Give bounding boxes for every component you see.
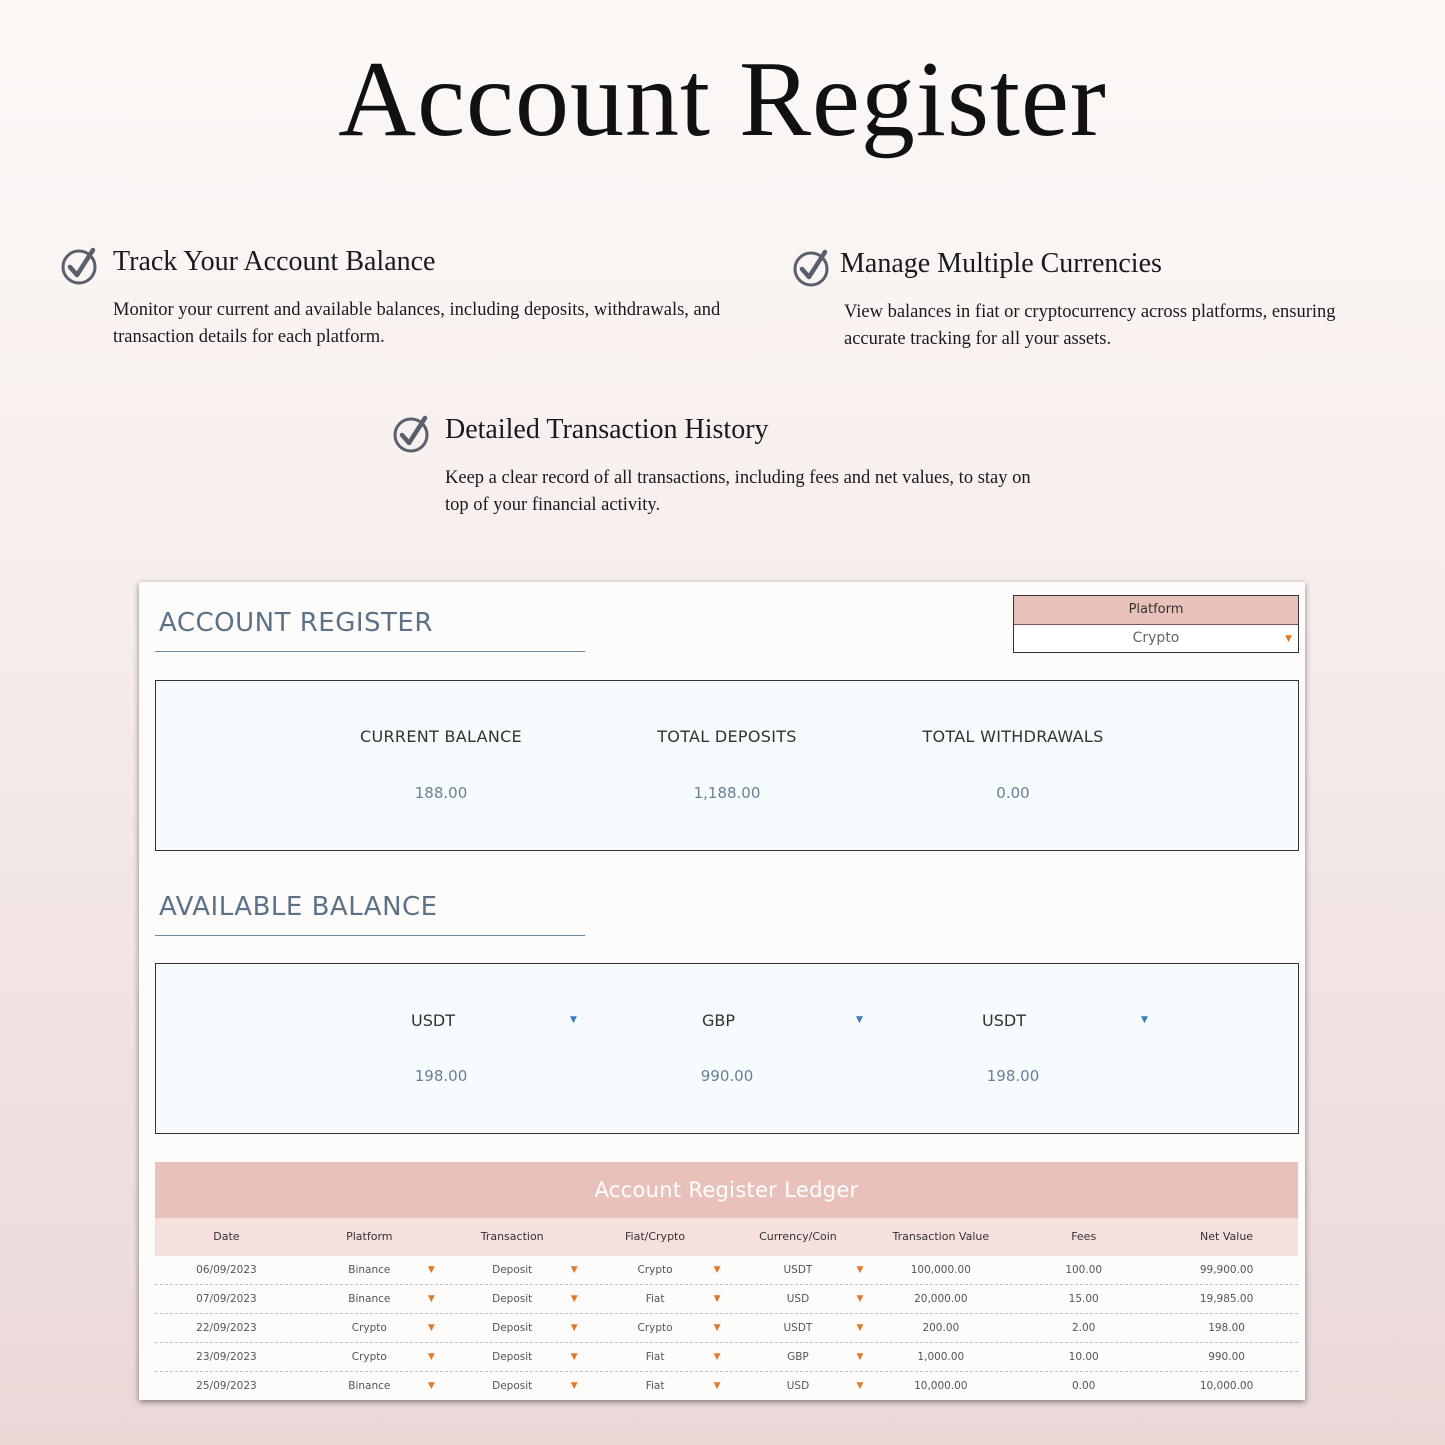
cell-text: Binance bbox=[348, 1264, 391, 1276]
available-value: 198.00 bbox=[414, 1067, 468, 1085]
page-title: Account Register bbox=[338, 40, 1107, 159]
cell-text: Fiat bbox=[645, 1293, 665, 1305]
dropdown-arrow-icon[interactable]: ▼ bbox=[856, 1352, 864, 1362]
dropdown-arrow-icon[interactable]: ▼ bbox=[570, 1265, 578, 1275]
dropdown-arrow-icon[interactable]: ▼ bbox=[570, 1352, 578, 1362]
table-cell[interactable] bbox=[441, 1285, 584, 1313]
check-circle-icon bbox=[60, 246, 100, 286]
platform-dropdown[interactable] bbox=[1014, 625, 1298, 652]
dropdown-arrow-icon[interactable]: ▼ bbox=[713, 1352, 721, 1362]
cell-text: USD bbox=[786, 1380, 810, 1392]
section-underline bbox=[155, 935, 585, 936]
cell-text: 10.00 bbox=[1068, 1351, 1099, 1363]
cell-text: Crypto bbox=[637, 1264, 673, 1276]
table-row bbox=[155, 1372, 1298, 1400]
currency-selector[interactable]: GBP bbox=[702, 1011, 736, 1030]
table-cell[interactable] bbox=[441, 1343, 584, 1371]
dropdown-arrow-icon[interactable]: ▼ bbox=[856, 1381, 864, 1391]
table-cell[interactable] bbox=[298, 1372, 441, 1400]
metric-value: 1,188.00 bbox=[693, 784, 761, 802]
section-underline bbox=[155, 651, 585, 652]
table-cell bbox=[155, 1372, 298, 1400]
table-cell bbox=[155, 1314, 298, 1342]
dropdown-arrow-icon[interactable]: ▼ bbox=[427, 1294, 435, 1304]
balance-summary-panel bbox=[155, 680, 1299, 851]
cell-text: 100.00 bbox=[1065, 1264, 1103, 1276]
cell-text: 10,000.00 bbox=[1199, 1380, 1254, 1392]
column-header: Date bbox=[213, 1230, 240, 1243]
column-header: Platform bbox=[346, 1230, 393, 1243]
cell-text: Crypto bbox=[351, 1351, 387, 1363]
cell-text: 2.00 bbox=[1071, 1322, 1096, 1334]
ledger-table bbox=[155, 1162, 1298, 1400]
dropdown-arrow-icon[interactable]: ▼ bbox=[427, 1265, 435, 1275]
cell-text: Fiat bbox=[645, 1380, 665, 1392]
table-cell[interactable] bbox=[727, 1314, 870, 1342]
cell-text: 06/09/2023 bbox=[196, 1264, 257, 1276]
column-header: Net Value bbox=[1200, 1230, 1254, 1243]
table-cell[interactable] bbox=[584, 1256, 727, 1284]
table-cell bbox=[1012, 1314, 1155, 1342]
check-circle-icon bbox=[392, 414, 432, 454]
cell-text: Crypto bbox=[351, 1322, 387, 1334]
cell-text: Deposit bbox=[492, 1380, 533, 1392]
metric-label: TOTAL DEPOSITS bbox=[657, 727, 797, 746]
cell-text: 19,985.00 bbox=[1199, 1293, 1254, 1305]
check-circle-icon bbox=[792, 248, 832, 288]
feature-title: Track Your Account Balance bbox=[113, 246, 436, 277]
available-balance-panel bbox=[155, 963, 1299, 1134]
currency-selector[interactable]: USDT bbox=[411, 1011, 455, 1030]
column-header: Fees bbox=[1071, 1230, 1097, 1243]
table-cell[interactable] bbox=[727, 1256, 870, 1284]
platform-selector[interactable] bbox=[1013, 595, 1299, 653]
dropdown-arrow-icon[interactable]: ▼ bbox=[427, 1323, 435, 1333]
dropdown-arrow-icon[interactable]: ▼ bbox=[856, 1323, 864, 1333]
table-cell bbox=[155, 1256, 298, 1284]
section-title-account-register: ACCOUNT REGISTER bbox=[159, 608, 433, 638]
cell-text: Deposit bbox=[492, 1293, 533, 1305]
metric-label: TOTAL WITHDRAWALS bbox=[922, 727, 1104, 746]
cell-text: 1,000.00 bbox=[917, 1351, 965, 1363]
dropdown-arrow-icon[interactable]: ▼ bbox=[570, 1381, 578, 1391]
table-cell bbox=[155, 1343, 298, 1371]
table-cell[interactable] bbox=[298, 1285, 441, 1313]
cell-text: GBP bbox=[787, 1351, 809, 1363]
table-cell[interactable] bbox=[584, 1314, 727, 1342]
ledger-title: Account Register Ledger bbox=[155, 1162, 1298, 1218]
cell-text: 100,000.00 bbox=[910, 1264, 971, 1276]
cell-text: USD bbox=[786, 1293, 810, 1305]
metric-current-balance bbox=[321, 727, 561, 802]
table-cell bbox=[869, 1285, 1012, 1313]
feature-title: Manage Multiple Currencies bbox=[840, 248, 1162, 279]
cell-text: 99,900.00 bbox=[1199, 1264, 1254, 1276]
metric-total-deposits bbox=[607, 727, 847, 802]
column-header: Transaction Value bbox=[892, 1230, 990, 1243]
table-cell[interactable] bbox=[727, 1372, 870, 1400]
dropdown-arrow-icon[interactable]: ▼ bbox=[427, 1381, 435, 1391]
table-cell[interactable] bbox=[584, 1285, 727, 1313]
dropdown-arrow-icon[interactable]: ▼ bbox=[570, 1294, 578, 1304]
column-header: Fiat/Crypto bbox=[625, 1230, 686, 1243]
table-cell bbox=[1155, 1256, 1298, 1284]
table-row bbox=[155, 1343, 1298, 1372]
table-cell bbox=[1012, 1256, 1155, 1284]
ledger-rows bbox=[155, 1256, 1298, 1400]
table-cell[interactable] bbox=[441, 1372, 584, 1400]
cell-text: 22/09/2023 bbox=[196, 1322, 257, 1334]
table-cell bbox=[155, 1285, 298, 1313]
table-cell[interactable] bbox=[298, 1343, 441, 1371]
dropdown-arrow-icon[interactable]: ▼ bbox=[856, 1015, 863, 1025]
feature-description: Keep a clear record of all transactions, including fees and net values, to stay on top of your financial activity. bbox=[445, 468, 1031, 515]
feature-track-balance bbox=[60, 246, 740, 356]
metric-label: CURRENT BALANCE bbox=[360, 727, 522, 746]
cell-text: USDT bbox=[783, 1264, 813, 1276]
spreadsheet-preview bbox=[139, 582, 1305, 1400]
platform-label: Platform bbox=[1014, 596, 1298, 625]
available-value: 198.00 bbox=[986, 1067, 1040, 1085]
section-title-available-balance: AVAILABLE BALANCE bbox=[159, 892, 438, 922]
table-cell bbox=[1155, 1285, 1298, 1313]
table-cell bbox=[1012, 1372, 1155, 1400]
cell-text: Deposit bbox=[492, 1264, 533, 1276]
feature-transaction-history bbox=[392, 414, 1052, 524]
cell-text: Crypto bbox=[637, 1322, 673, 1334]
cell-text: 23/09/2023 bbox=[196, 1351, 257, 1363]
table-cell bbox=[1155, 1343, 1298, 1371]
table-cell bbox=[869, 1372, 1012, 1400]
feature-currencies bbox=[792, 248, 1392, 358]
feature-title: Detailed Transaction History bbox=[445, 414, 769, 445]
table-cell[interactable] bbox=[727, 1343, 870, 1371]
feature-description: Monitor your current and available balances, including deposits, withdrawals, and transaction details for each platform. bbox=[113, 300, 721, 347]
table-cell[interactable] bbox=[584, 1343, 727, 1371]
available-value: 990.00 bbox=[700, 1067, 754, 1085]
table-row bbox=[155, 1314, 1298, 1343]
dropdown-arrow-icon[interactable]: ▼ bbox=[713, 1381, 721, 1391]
dropdown-arrow-icon[interactable]: ▼ bbox=[427, 1352, 435, 1362]
currency-selector[interactable]: USDT bbox=[982, 1011, 1026, 1030]
dropdown-arrow-icon[interactable]: ▼ bbox=[856, 1294, 864, 1304]
table-cell bbox=[869, 1314, 1012, 1342]
table-cell[interactable] bbox=[441, 1256, 584, 1284]
cell-text: Binance bbox=[348, 1380, 391, 1392]
dropdown-arrow-icon[interactable]: ▼ bbox=[713, 1265, 721, 1275]
cell-text: 990.00 bbox=[1208, 1351, 1245, 1363]
table-cell[interactable] bbox=[298, 1256, 441, 1284]
dropdown-arrow-icon[interactable]: ▼ bbox=[570, 1323, 578, 1333]
cell-text: 15.00 bbox=[1068, 1293, 1099, 1305]
column-header: Transaction bbox=[480, 1230, 544, 1243]
cell-text: 07/09/2023 bbox=[196, 1293, 257, 1305]
cell-text: 200.00 bbox=[922, 1322, 960, 1334]
dropdown-arrow-icon[interactable]: ▼ bbox=[713, 1294, 721, 1304]
table-cell bbox=[1012, 1285, 1155, 1313]
table-row bbox=[155, 1256, 1298, 1285]
table-cell[interactable] bbox=[584, 1372, 727, 1400]
metric-total-withdrawals bbox=[893, 727, 1133, 802]
table-row bbox=[155, 1285, 1298, 1314]
cell-text: Deposit bbox=[492, 1322, 533, 1334]
cell-text: 25/09/2023 bbox=[196, 1380, 257, 1392]
dropdown-arrow-icon[interactable]: ▼ bbox=[713, 1323, 721, 1333]
cell-text: Binance bbox=[348, 1293, 391, 1305]
table-cell bbox=[1155, 1372, 1298, 1400]
dropdown-arrow-icon[interactable]: ▼ bbox=[1141, 1015, 1148, 1025]
cell-text: 198.00 bbox=[1208, 1322, 1245, 1334]
dropdown-arrow-icon[interactable]: ▼ bbox=[856, 1265, 864, 1275]
metric-value: 0.00 bbox=[996, 784, 1030, 802]
cell-text: Fiat bbox=[645, 1351, 665, 1363]
cell-text: Deposit bbox=[492, 1351, 533, 1363]
platform-value: Crypto bbox=[1132, 630, 1180, 646]
cell-text: 20,000.00 bbox=[914, 1293, 968, 1305]
cell-text: 0.00 bbox=[1071, 1380, 1096, 1392]
metric-value: 188.00 bbox=[414, 784, 468, 802]
feature-description: View balances in fiat or cryptocurrency across platforms, ensuring accurate tracking for all your assets. bbox=[844, 302, 1336, 349]
column-header: Currency/Coin bbox=[759, 1230, 837, 1243]
table-cell bbox=[1155, 1314, 1298, 1342]
table-cell[interactable] bbox=[727, 1285, 870, 1313]
table-cell bbox=[1012, 1343, 1155, 1371]
table-cell bbox=[869, 1343, 1012, 1371]
table-cell[interactable] bbox=[298, 1314, 441, 1342]
dropdown-arrow-icon[interactable]: ▼ bbox=[1285, 634, 1292, 644]
ledger-header-row bbox=[155, 1218, 1298, 1256]
cell-text: 10,000.00 bbox=[914, 1380, 968, 1392]
table-cell bbox=[869, 1256, 1012, 1284]
table-cell[interactable] bbox=[441, 1314, 584, 1342]
cell-text: USDT bbox=[783, 1322, 813, 1334]
dropdown-arrow-icon[interactable]: ▼ bbox=[570, 1015, 577, 1025]
